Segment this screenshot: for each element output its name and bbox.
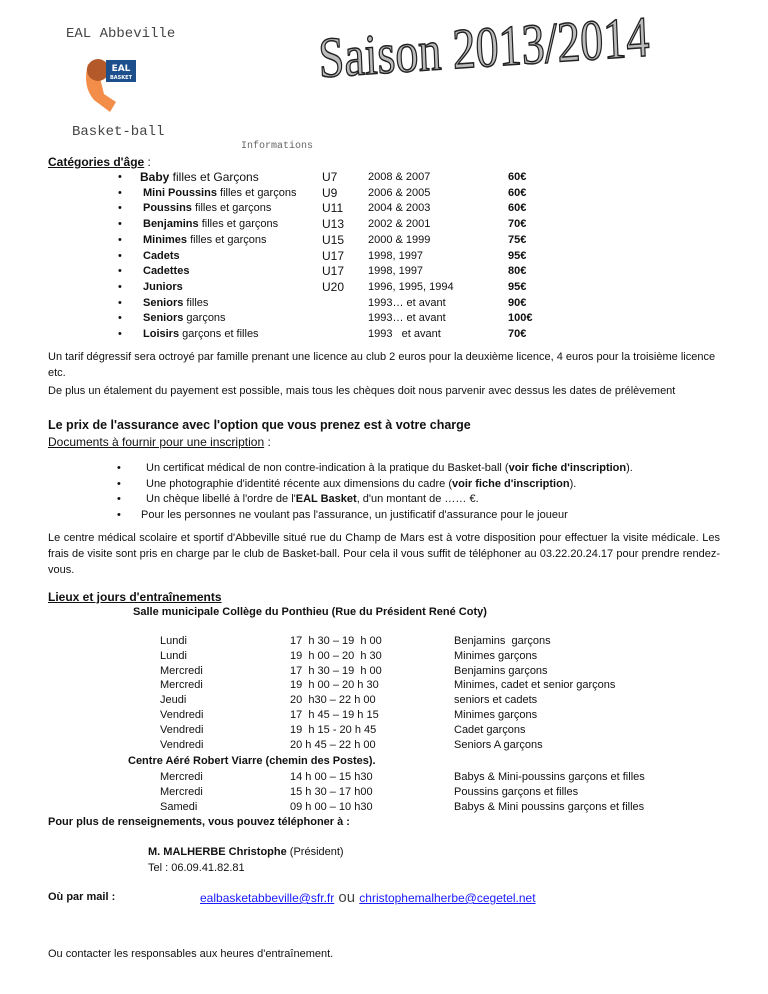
bullet-icon: • bbox=[117, 508, 121, 521]
session-time: 19 h 00 – 20 h 30 bbox=[290, 649, 382, 662]
venue-1: Salle municipale Collège du Ponthieu (Rue du Président René Coty) bbox=[133, 606, 487, 618]
category-years: 1993… et avant bbox=[368, 312, 446, 325]
category-name: Poussins filles et garçons bbox=[143, 202, 272, 215]
category-code: U7 bbox=[322, 170, 338, 184]
session-time: 17 h 30 – 19 h 00 bbox=[290, 664, 382, 677]
insurance-note: Le prix de l'assurance avec l'option que vous prenez est à votre charge bbox=[48, 418, 471, 432]
document-item: Un chèque libellé à l'ordre de l'EAL Basket, d'un montant de …… €. bbox=[146, 493, 479, 505]
bullet-icon: • bbox=[118, 249, 122, 262]
session-group: seniors et cadets bbox=[454, 694, 538, 707]
contact-phone: Tel : 06.09.41.82.81 bbox=[148, 862, 245, 874]
session-day: Vendredi bbox=[160, 738, 204, 751]
session-group: Minimes garçons bbox=[454, 649, 538, 662]
documents-heading: Documents à fournir pour une inscription : bbox=[48, 435, 271, 449]
session-group: Minimes, cadet et senior garçons bbox=[454, 679, 616, 692]
category-name: Loisirs garçons et filles bbox=[143, 328, 259, 340]
category-name: Cadettes bbox=[143, 265, 190, 278]
contact-name: M. MALHERBE Christophe (Président) bbox=[148, 846, 344, 858]
category-price: 60€ bbox=[508, 202, 527, 215]
email-separator: ou bbox=[334, 889, 360, 906]
bullet-icon: • bbox=[118, 280, 122, 293]
session-time: 17 h 30 – 19 h 00 bbox=[290, 635, 382, 647]
contact-intro: Pour plus de renseignements, vous pouvez téléphoner à : bbox=[48, 816, 350, 828]
document-item: Un certificat médical de non contre-indication à la pratique du Basket-ball (voir fiche d'inscription). bbox=[146, 462, 633, 474]
session-time: 17 h 45 – 19 h 15 bbox=[290, 709, 379, 721]
category-price: 70€ bbox=[508, 218, 527, 231]
category-name: Seniors filles bbox=[143, 296, 209, 309]
bullet-icon: • bbox=[117, 477, 121, 490]
bullet-icon: • bbox=[118, 312, 122, 325]
category-years: 1993 et avant bbox=[368, 328, 441, 340]
session-day: Vendredi bbox=[160, 723, 204, 736]
bullet-icon: • bbox=[118, 265, 122, 278]
session-day: Lundi bbox=[160, 635, 187, 647]
email-link-club[interactable]: ealbasketabbeville@sfr.fr bbox=[200, 891, 335, 905]
bullet-icon: • bbox=[118, 218, 122, 231]
category-code: U17 bbox=[322, 264, 345, 279]
session-day: Vendredi bbox=[160, 709, 204, 721]
category-price: 60€ bbox=[508, 186, 527, 199]
bullet-icon: • bbox=[118, 186, 122, 199]
footer-note: Ou contacter les responsables aux heures d'entraînement. bbox=[48, 948, 334, 960]
category-code: U9 bbox=[322, 185, 338, 200]
category-code: U15 bbox=[322, 232, 345, 247]
category-years: 2008 & 2007 bbox=[368, 171, 431, 183]
category-code: U13 bbox=[322, 217, 345, 232]
season-title: Saison 2013/2014 bbox=[317, 4, 651, 90]
training-heading: Lieux et jours d'entraînements bbox=[48, 590, 222, 604]
session-day: Mercredi bbox=[160, 679, 203, 692]
bullet-icon: • bbox=[118, 328, 122, 340]
session-day: Mercredi bbox=[160, 785, 203, 798]
bullet-icon: • bbox=[117, 462, 121, 474]
category-years: 1993… et avant bbox=[368, 296, 446, 309]
session-time: 19 h 00 – 20 h 30 bbox=[290, 679, 379, 692]
bullet-icon: • bbox=[118, 296, 122, 309]
category-price: 95€ bbox=[508, 249, 527, 262]
session-time: 20 h 45 – 22 h 00 bbox=[290, 738, 376, 751]
category-years: 2006 & 2005 bbox=[368, 186, 431, 199]
mail-label: Où par mail : bbox=[48, 891, 116, 903]
basketball-logo-icon bbox=[80, 56, 140, 114]
payment-paragraph: De plus un étalement du payement est possible, mais tous les chèques doit nous parvenir avec dessus les dates de prélèvement bbox=[48, 385, 676, 397]
svg-text:BASKET: BASKET bbox=[110, 75, 132, 81]
club-name: EAL Abbeville bbox=[66, 26, 176, 42]
session-time: 14 h 00 – 15 h30 bbox=[290, 771, 373, 783]
session-day: Mercredi bbox=[160, 664, 203, 677]
bullet-icon: • bbox=[118, 202, 122, 215]
email-link-president[interactable]: christophemalherbe@cegetel.net bbox=[359, 891, 536, 905]
category-price: 75€ bbox=[508, 233, 527, 246]
session-day: Lundi bbox=[160, 649, 187, 662]
category-years: 1998, 1997 bbox=[368, 265, 424, 278]
club-logo bbox=[80, 56, 140, 114]
session-day: Samedi bbox=[160, 800, 198, 813]
category-name: Cadets bbox=[143, 249, 180, 262]
category-name: Seniors garçons bbox=[143, 312, 226, 325]
session-day: Jeudi bbox=[160, 694, 187, 707]
email-line bbox=[200, 889, 536, 906]
tarif-paragraph: Un tarif dégressif sera octroyé par famille prenant une licence au club 2 euros pour la deuxième licence, 4 euros pour la troisième licence etc. bbox=[48, 351, 716, 379]
category-code: U20 bbox=[322, 279, 345, 294]
sport-label: Basket-ball bbox=[72, 124, 165, 140]
category-name: Juniors bbox=[143, 280, 183, 293]
category-code: U11 bbox=[322, 201, 344, 216]
venue-2: Centre Aéré Robert Viarre (chemin des Postes). bbox=[128, 755, 376, 767]
session-group: Cadet garçons bbox=[454, 723, 526, 736]
category-code: U17 bbox=[322, 248, 345, 263]
session-day: Mercredi bbox=[160, 771, 203, 783]
category-price: 80€ bbox=[508, 265, 527, 278]
category-price: 70€ bbox=[508, 328, 527, 340]
category-years: 1996, 1995, 1994 bbox=[368, 280, 454, 293]
session-group: Babys & Mini-poussins garçons et filles bbox=[454, 771, 645, 783]
category-price: 90€ bbox=[508, 296, 527, 309]
info-label: Informations bbox=[241, 141, 314, 152]
session-time: 09 h 00 – 10 h30 bbox=[290, 800, 373, 813]
session-time: 15 h 30 – 17 h00 bbox=[290, 785, 373, 798]
session-group: Seniors A garçons bbox=[454, 738, 543, 751]
category-name: Benjamins filles et garçons bbox=[143, 218, 279, 231]
document-item: Pour les personnes ne voulant pas l'assurance, un justificatif d'assurance pour le joueur bbox=[141, 508, 568, 521]
session-group: Benjamins garçons bbox=[454, 664, 548, 677]
category-price: 60€ bbox=[508, 171, 527, 183]
session-group: Benjamins garçons bbox=[454, 635, 551, 647]
category-years: 2004 & 2003 bbox=[368, 202, 431, 215]
medical-paragraph: Le centre médical scolaire et sportif d'Abbeville situé rue du Champ de Mars est à votre disposition pour effectuer la visite médicale. Les frais de visite sont pris en charge par le club de Basket-ball. Pour cela il vous suffit de téléphoner au 03.22.20.24.17 pour prendre rendez-vous. bbox=[48, 532, 720, 576]
category-years: 1998, 1997 bbox=[368, 249, 424, 262]
svg-text:EAL: EAL bbox=[111, 64, 131, 74]
session-group: Babys & Mini poussins garçons et filles bbox=[454, 800, 645, 813]
session-group: Poussins garçons et filles bbox=[454, 785, 579, 798]
category-name: Minimes filles et garçons bbox=[143, 233, 267, 246]
category-years: 2000 & 1999 bbox=[368, 233, 431, 246]
category-years: 2002 & 2001 bbox=[368, 218, 431, 231]
document-item: Une photographie d'identité récente aux dimensions du cadre (voir fiche d'inscription). bbox=[146, 477, 577, 490]
bullet-icon: • bbox=[118, 171, 122, 183]
bullet-icon: • bbox=[118, 233, 122, 246]
session-time: 20 h30 – 22 h 00 bbox=[290, 694, 376, 707]
category-name: Mini Poussins filles et garçons bbox=[143, 186, 297, 199]
categories-heading: Catégories d'âge : bbox=[48, 155, 151, 169]
session-group: Minimes garçons bbox=[454, 709, 538, 721]
bullet-icon: • bbox=[117, 493, 121, 505]
category-price: 100€ bbox=[508, 312, 533, 325]
category-price: 95€ bbox=[508, 280, 527, 293]
category-name: Baby filles et Garçons bbox=[140, 170, 259, 184]
session-time: 19 h 15 - 20 h 45 bbox=[290, 723, 377, 736]
